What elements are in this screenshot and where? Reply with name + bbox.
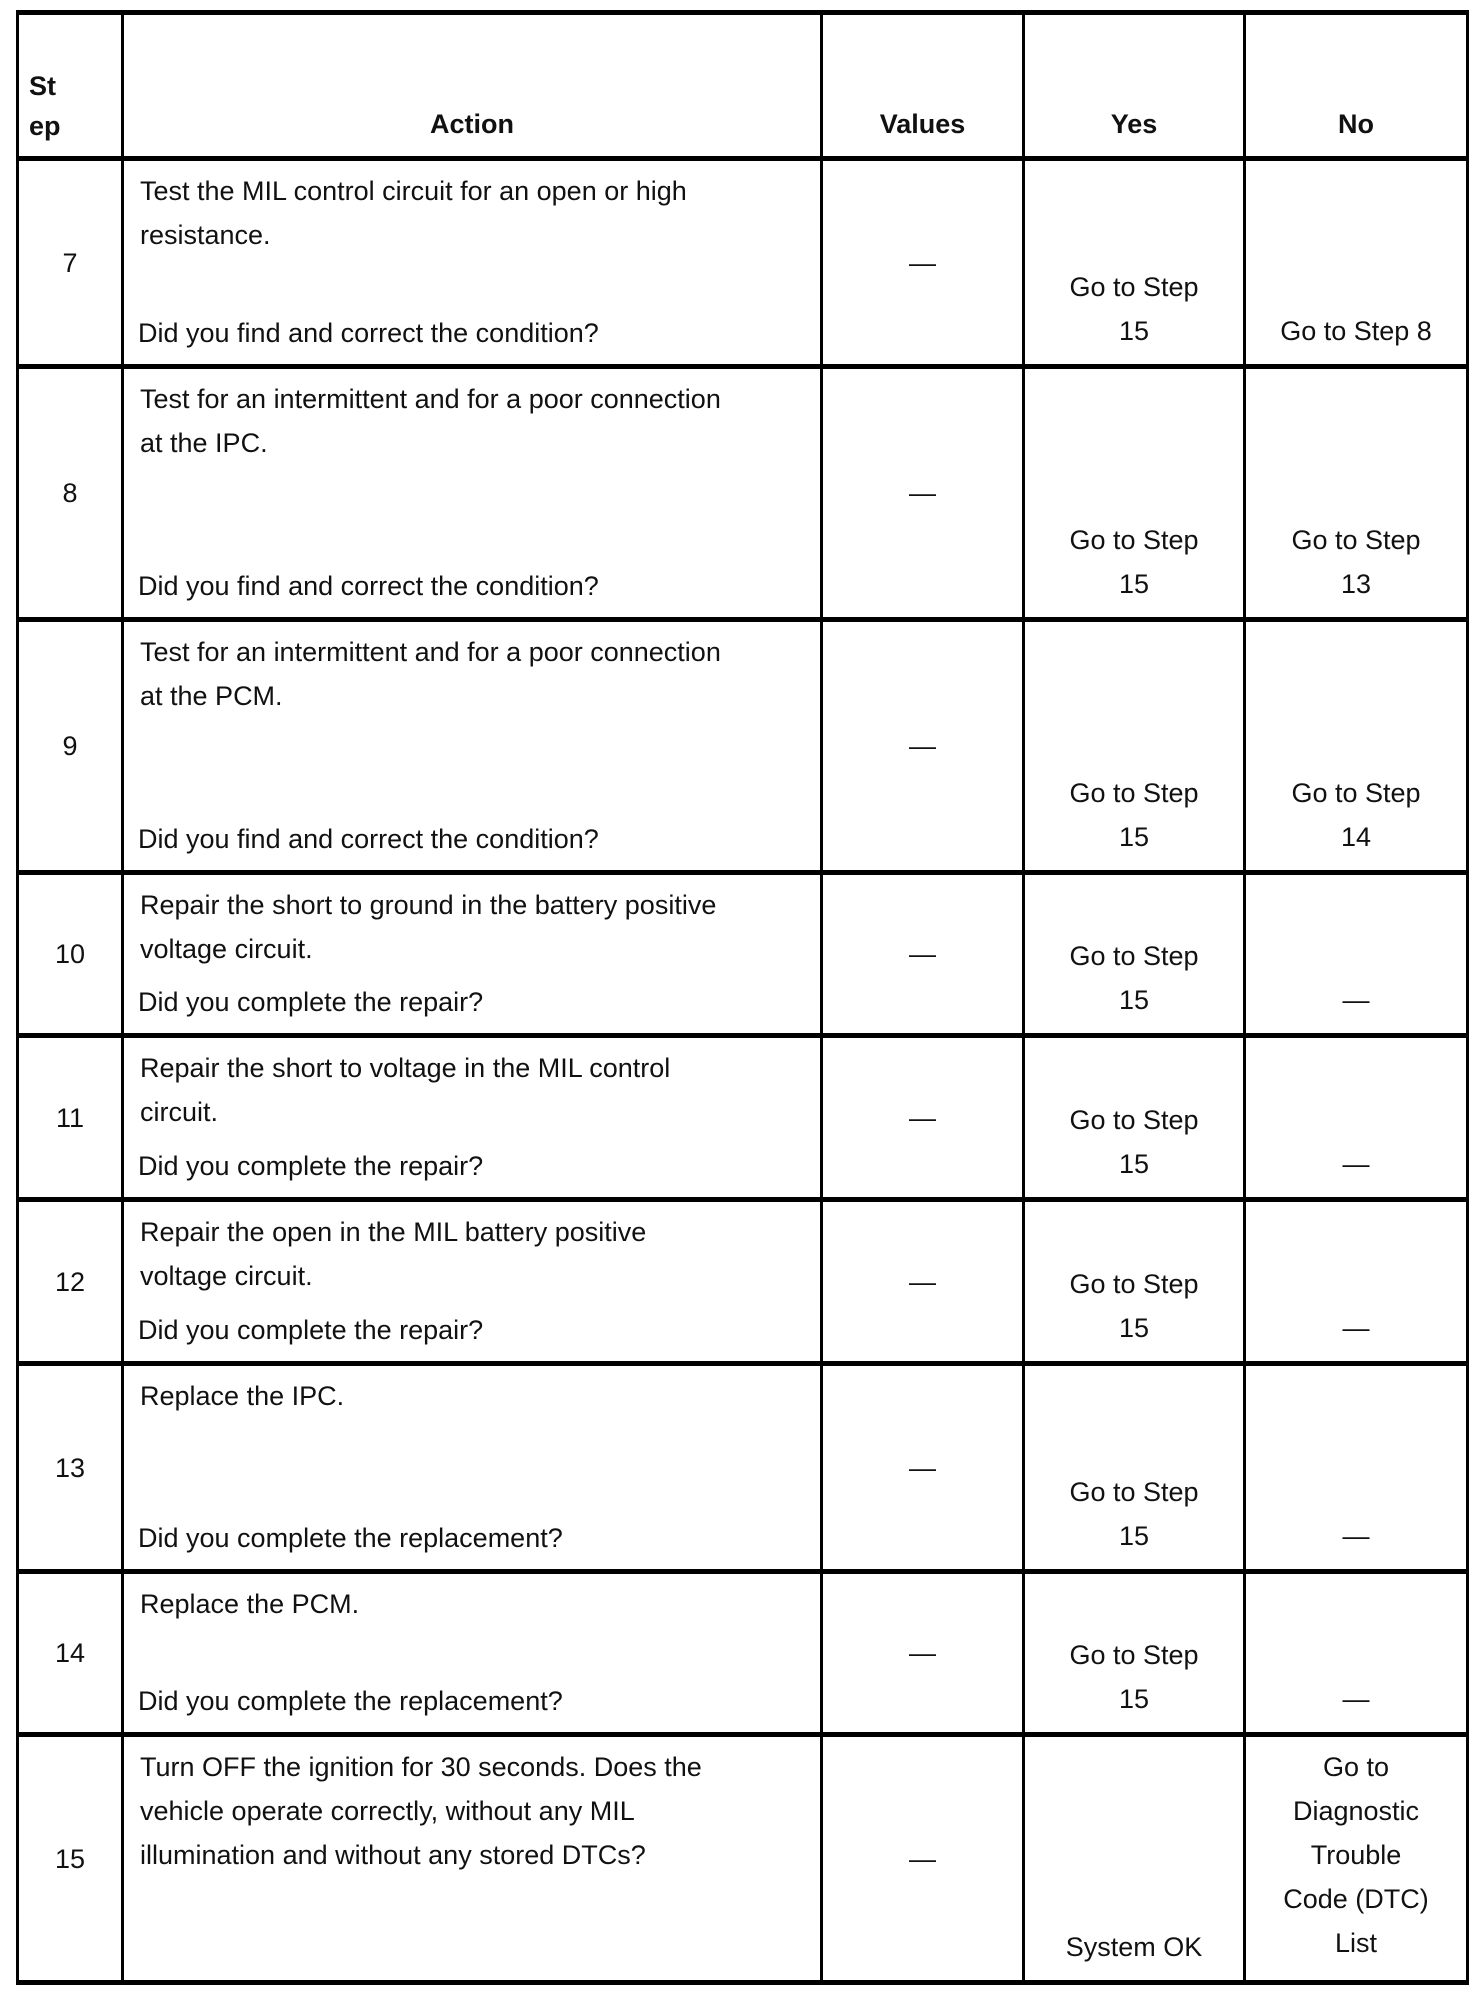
action-text	[140, 1210, 806, 1298]
text-line: Go to Step	[1291, 778, 1421, 808]
text-line: System OK	[1065, 1932, 1203, 1962]
action-cell	[123, 1036, 822, 1200]
values-cell: —	[822, 1200, 1024, 1364]
text-line: —	[1342, 985, 1370, 1015]
action-text	[140, 630, 806, 718]
text-line: 15	[1118, 985, 1150, 1015]
values-cell: —	[822, 159, 1024, 367]
yes-cell[interactable]	[1024, 1200, 1245, 1364]
yes-cell[interactable]	[1024, 367, 1245, 620]
table-row	[18, 1364, 1468, 1572]
text-line: Go to Step	[1069, 1269, 1199, 1299]
text-line: Repair the open in the MIL battery positive	[140, 1217, 647, 1247]
header-action: Action	[123, 13, 822, 159]
diagnostic-steps-table	[16, 10, 1469, 1985]
yes-cell[interactable]	[1024, 159, 1245, 367]
action-text	[140, 1046, 806, 1134]
text-line: illumination and without any stored DTCs?	[140, 1840, 646, 1870]
action-text	[140, 883, 806, 971]
text-line: —	[1342, 1313, 1370, 1343]
table-row	[18, 1036, 1468, 1200]
action-question: Did you complete the repair?	[138, 1315, 484, 1345]
table-row	[18, 1200, 1468, 1364]
action-text	[140, 1745, 806, 1877]
action-question: Did you complete the repair?	[138, 987, 484, 1017]
text-line: Go to Step	[1069, 778, 1199, 808]
step-number: 8	[18, 367, 123, 620]
step-number: 9	[18, 620, 123, 873]
header-values: Values	[822, 13, 1024, 159]
text-line: Test for an intermittent and for a poor connection	[140, 637, 721, 667]
no-cell[interactable]	[1245, 1036, 1468, 1200]
values-cell: —	[822, 1036, 1024, 1200]
text-line: 15	[1118, 1313, 1150, 1343]
action-text	[140, 169, 806, 257]
step-number: 10	[18, 873, 123, 1036]
text-line: Go to Step	[1069, 272, 1199, 302]
text-line: Trouble	[1310, 1840, 1402, 1870]
no-cell[interactable]	[1245, 1735, 1468, 1983]
action-question: Did you find and correct the condition?	[138, 318, 599, 348]
action-cell	[123, 1572, 822, 1735]
text-line: Test for an intermittent and for a poor connection	[140, 384, 721, 414]
text-line: at the PCM.	[140, 681, 283, 711]
table-row	[18, 620, 1468, 873]
step-number: 14	[18, 1572, 123, 1735]
table-row	[18, 1572, 1468, 1735]
text-line: Go to Step	[1291, 525, 1421, 555]
action-text	[140, 1374, 806, 1418]
values-cell: —	[822, 1572, 1024, 1735]
text-line: circuit.	[140, 1097, 219, 1127]
text-line: 13	[1340, 569, 1372, 599]
text-line: Repair the short to ground in the battery positive	[140, 890, 717, 920]
no-cell[interactable]	[1245, 873, 1468, 1036]
text-line: 14	[1340, 822, 1372, 852]
header-row	[18, 13, 1468, 159]
text-line: 15	[1118, 822, 1150, 852]
action-cell	[123, 620, 822, 873]
header-no: No	[1245, 13, 1468, 159]
text-line: vehicle operate correctly, without any MIL	[140, 1796, 635, 1826]
action-text	[140, 377, 806, 465]
text-line: —	[1342, 1521, 1370, 1551]
yes-cell[interactable]	[1024, 1735, 1245, 1983]
header-step-line: St	[29, 71, 56, 101]
action-question: Did you complete the replacement?	[138, 1523, 563, 1553]
no-cell[interactable]	[1245, 159, 1468, 367]
table-row	[18, 159, 1468, 367]
action-cell	[123, 873, 822, 1036]
yes-cell[interactable]	[1024, 620, 1245, 873]
table-row	[18, 367, 1468, 620]
text-line: Go to Step	[1069, 525, 1199, 555]
action-question: Did you find and correct the condition?	[138, 824, 599, 854]
action-text	[140, 1582, 806, 1626]
action-cell	[123, 159, 822, 367]
no-cell[interactable]	[1245, 620, 1468, 873]
text-line: Go to Step	[1069, 1640, 1199, 1670]
yes-cell[interactable]	[1024, 873, 1245, 1036]
text-line: List	[1334, 1928, 1378, 1958]
text-line: Go to	[1322, 1752, 1390, 1782]
values-cell: —	[822, 1364, 1024, 1572]
text-line: 15	[1118, 1149, 1150, 1179]
header-step-line: ep	[29, 111, 61, 141]
text-line: 15	[1118, 569, 1150, 599]
text-line: Replace the IPC.	[140, 1381, 345, 1411]
step-number: 11	[18, 1036, 123, 1200]
text-line: Turn OFF the ignition for 30 seconds. Does the	[140, 1752, 702, 1782]
text-line: Repair the short to voltage in the MIL control	[140, 1053, 671, 1083]
action-cell	[123, 1200, 822, 1364]
text-line: at the IPC.	[140, 428, 268, 458]
step-number: 12	[18, 1200, 123, 1364]
header-yes: Yes	[1024, 13, 1245, 159]
header-step	[18, 13, 123, 159]
text-line: voltage circuit.	[140, 934, 313, 964]
text-line: Replace the PCM.	[140, 1589, 360, 1619]
table-row	[18, 873, 1468, 1036]
action-question: Did you find and correct the condition?	[138, 571, 599, 601]
text-line: 15	[1118, 1521, 1150, 1551]
yes-cell[interactable]	[1024, 1364, 1245, 1572]
text-line: —	[1342, 1149, 1370, 1179]
values-cell: —	[822, 873, 1024, 1036]
text-line: Go to Step	[1069, 941, 1199, 971]
action-question: Did you complete the replacement?	[138, 1686, 563, 1716]
action-question: Did you complete the repair?	[138, 1151, 484, 1181]
text-line: —	[1342, 1684, 1370, 1714]
text-line: Test the MIL control circuit for an open or high	[140, 176, 687, 206]
text-line: Diagnostic	[1292, 1796, 1420, 1826]
table-row	[18, 1735, 1468, 1983]
text-line: Go to Step 8	[1280, 316, 1432, 346]
text-line: 15	[1118, 1684, 1150, 1714]
text-line: 15	[1118, 316, 1150, 346]
no-cell[interactable]	[1245, 1200, 1468, 1364]
step-number: 7	[18, 159, 123, 367]
step-number: 15	[18, 1735, 123, 1983]
values-cell: —	[822, 1735, 1024, 1983]
text-line: Code (DTC)	[1283, 1884, 1429, 1914]
action-cell	[123, 1735, 822, 1983]
yes-cell[interactable]	[1024, 1572, 1245, 1735]
text-line: resistance.	[140, 220, 271, 250]
text-line: Go to Step	[1069, 1477, 1199, 1507]
action-cell	[123, 367, 822, 620]
no-cell[interactable]	[1245, 367, 1468, 620]
step-number: 13	[18, 1364, 123, 1572]
text-line: voltage circuit.	[140, 1261, 313, 1291]
no-cell[interactable]	[1245, 1572, 1468, 1735]
action-cell	[123, 1364, 822, 1572]
values-cell: —	[822, 367, 1024, 620]
values-cell: —	[822, 620, 1024, 873]
yes-cell[interactable]	[1024, 1036, 1245, 1200]
text-line: Go to Step	[1069, 1105, 1199, 1135]
no-cell[interactable]	[1245, 1364, 1468, 1572]
